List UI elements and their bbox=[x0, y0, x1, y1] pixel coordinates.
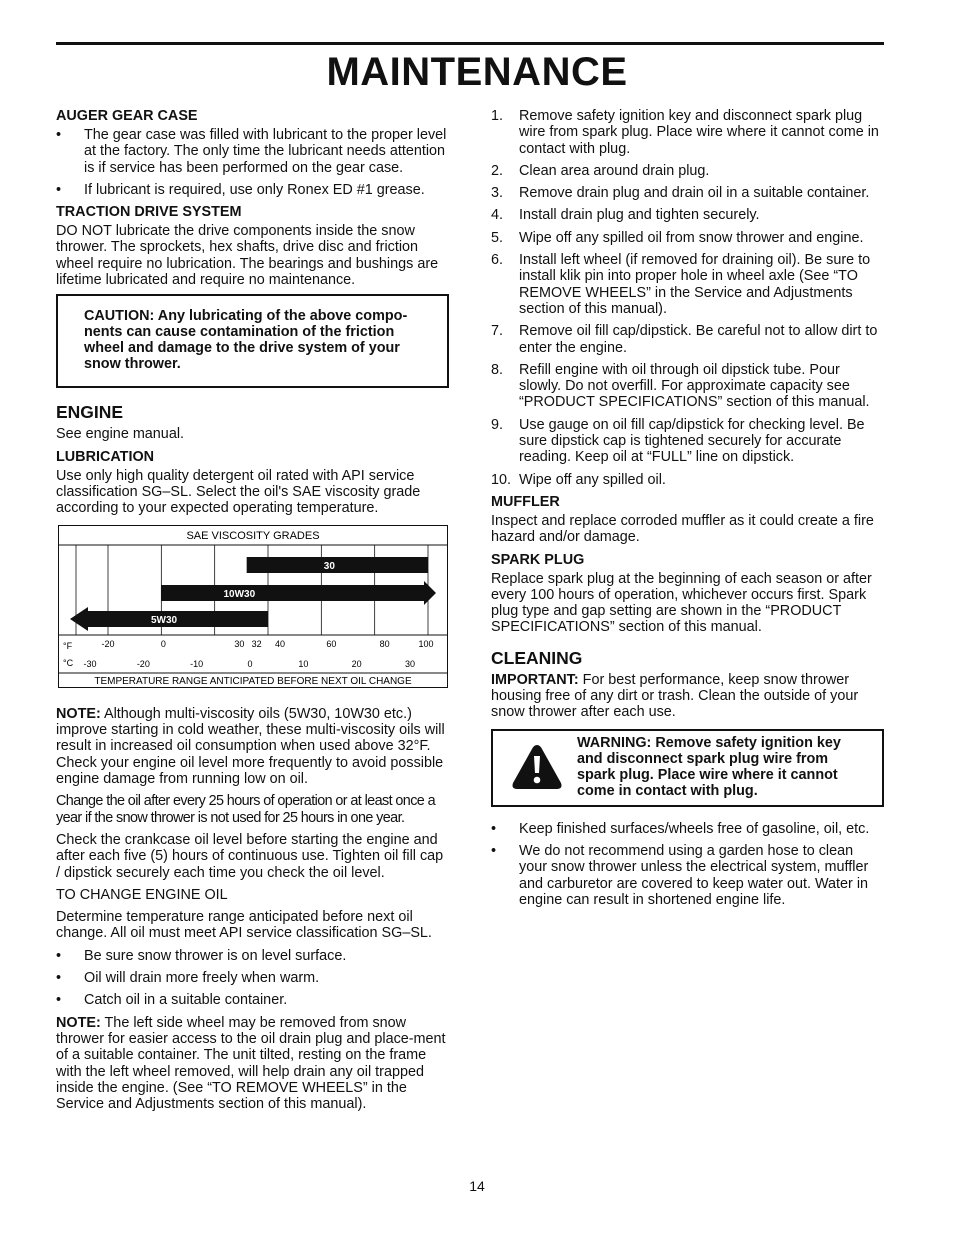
step-item: 8. Refill engine with oil through oil dipstick tube. Pour slowly. Do not overfill. For approximate capacity see “PRODUCT SPECIFICATIONS” section of this manual. bbox=[491, 361, 870, 411]
lubrication-text: Use only high quality detergent oil rated with API service classification SG–SL. Select the oil's SAE viscosity grade according to your expected operating temperature. bbox=[56, 467, 421, 517]
check-text: Check the crankcase oil level before starting the engine and after each five (5) hours of continuous use. Tighten oil fill cap / dipstick securely each time you check the oil level. bbox=[56, 831, 444, 881]
warning-icon bbox=[507, 735, 567, 799]
to-change-heading: TO CHANGE ENGINE OIL bbox=[56, 886, 228, 903]
engine-heading: ENGINE bbox=[56, 402, 124, 423]
list-item: • The gear case was filled with lubricant to the proper level at the factory. The only time the lubricant needs attention is if service has been performed on the gear case. bbox=[56, 127, 447, 176]
right-column bbox=[491, 108, 884, 914]
f-unit-label: °F bbox=[63, 640, 73, 651]
auger-heading: AUGER GEAR CASE bbox=[56, 108, 198, 124]
x-axis-title: TEMPERATURE RANGE ANTICIPATED BEFORE NEXT OIL CHANGE bbox=[94, 675, 412, 687]
c-tick-label: 30 bbox=[404, 658, 416, 669]
step-item: 5. Wipe off any spilled oil from snow thrower and engine. bbox=[491, 229, 864, 246]
list-item: • Oil will drain more freely when warm. bbox=[56, 970, 320, 987]
change-text: Change the oil after every 25 hours of operation or at least once a year if the snow thrower is not used for 25 hours in one year. bbox=[56, 793, 435, 826]
c-tick-label: 0 bbox=[247, 658, 253, 669]
f-tick-label: 30 bbox=[234, 638, 245, 649]
muffler-heading: MUFFLER bbox=[491, 493, 560, 510]
viscosity-chart-svg bbox=[58, 525, 448, 690]
f-tick-label: 100 bbox=[418, 638, 434, 649]
c-tick-label: -20 bbox=[136, 658, 150, 669]
chart-frame bbox=[59, 525, 448, 687]
caution-box bbox=[56, 294, 449, 388]
page-number: 14 bbox=[469, 1178, 485, 1194]
spark-text: Replace spark plug at the beginning of each season or after every 100 hours of operation, whichever occurs first. Spark plug type and gap setting are shown in the “PRODUCT SPECIFICATIONS” section of this manual. bbox=[491, 570, 872, 636]
list-item: • If lubricant is required, use only Ronex ED #1 grease. bbox=[56, 181, 425, 198]
spark-heading: SPARK PLUG bbox=[491, 551, 585, 568]
c-tick-label: -10 bbox=[190, 658, 204, 669]
step-item: 7. Remove oil fill cap/dipstick. Be careful not to allow dirt to enter the engine. bbox=[491, 323, 878, 356]
step-item: 3. Remove drain plug and drain oil in a suitable container. bbox=[491, 185, 870, 202]
determine-text: Determine temperature range anticipated before next oil change. All oil must meet API service classification SG–SL. bbox=[56, 909, 432, 942]
header-rule bbox=[56, 42, 884, 45]
step-item: 2. Clean area around drain plug. bbox=[491, 162, 710, 179]
c-tick-label: 10 bbox=[298, 658, 309, 669]
page-title: MAINTENANCE bbox=[326, 50, 628, 94]
warning-box bbox=[491, 729, 884, 807]
step-item: 10. Wipe off any spilled oil. bbox=[491, 471, 666, 488]
c-unit-label: °C bbox=[63, 657, 74, 668]
c-tick-label: -30 bbox=[83, 658, 97, 669]
cleaning-heading: CLEANING bbox=[491, 647, 583, 668]
list-item: • We do not recommend using a garden hose to clean your snow thrower unless the electrical system, muffler and carburetor are covered to keep water out. Water in engine can result in shortened engine life. bbox=[491, 842, 869, 908]
viscosity-chart bbox=[58, 525, 449, 694]
lubrication-heading: LUBRICATION bbox=[56, 448, 155, 465]
note1: NOTE: Although multi-viscosity oils (5W30, 10W30 etc.) improve starting in cold weather, these multi-viscosity oils will result in increased oil consumption when used above 32°F. Check your engine oil level more frequently to avoid possible engine damage from running low on oil. bbox=[56, 705, 445, 788]
left-column bbox=[56, 108, 449, 1118]
bar-label: 30 bbox=[323, 560, 335, 572]
f-tick-label: 40 bbox=[274, 638, 286, 649]
viscosity-bar-30 bbox=[247, 557, 428, 573]
f-tick-label: -20 bbox=[101, 638, 115, 649]
note2: NOTE: The left side wheel may be removed from snow thrower for easier access to the oil drain plug and place-ment of a suitable container. The unit tilted, resting on the frame with the left wheel removed, will help drain any oil trapped inside the engine. (See “TO REMOVE WHEELS” in the Service and Adjustments section of this manual). bbox=[56, 1014, 446, 1113]
c-tick-label: 20 bbox=[351, 658, 362, 669]
list-item: • Catch oil in a suitable container. bbox=[56, 992, 288, 1009]
warning-text: WARNING: Remove safety ignition key and disconnect spark plug wire from spark plug. Place wire where it cannot come in contact with plug. bbox=[577, 734, 841, 799]
step-item: 1. Remove safety ignition key and disconnect spark plug wire from spark plug. Place wire where it cannot come in contact with plug. bbox=[491, 108, 879, 157]
caution-text: CAUTION: Any lubricating of the above compo-nents can cause contamination of the friction wheel and damage to the drive system of your snow thrower. bbox=[84, 308, 408, 373]
list-item: • Keep finished surfaces/wheels free of gasoline, oil, etc. bbox=[491, 820, 870, 837]
f-tick-label: 60 bbox=[326, 638, 337, 649]
traction-heading: TRACTION DRIVE SYSTEM bbox=[56, 204, 242, 221]
muffler-text: Inspect and replace corroded muffler as it could create a fire hazard and/or damage. bbox=[491, 512, 874, 546]
step-item: 6. Install left wheel (if removed for draining oil). Be sure to install klik pin into proper hole in wheel axle (See “TO REMOVE WHEELS” in the Service and Adjustments section of this manual). bbox=[491, 252, 871, 317]
bar-label: 10W30 bbox=[223, 588, 256, 600]
f-tick-label: 0 bbox=[160, 638, 166, 649]
traction-text: DO NOT lubricate the drive components inside the snow thrower. The sprockets, hex shafts, drive disc and friction wheel require no lubrication. The bearings and bushings are lifetime lubricated and require no maintenance. bbox=[56, 223, 439, 289]
important-text: IMPORTANT: For best performance, keep snow thrower housing free of any dirt or trash. Clean the outside of your snow thrower after each use. bbox=[491, 671, 859, 721]
engine-text: See engine manual. bbox=[56, 426, 185, 443]
f-tick-label: 80 bbox=[379, 638, 390, 649]
list-item: • Be sure snow thrower is on level surface. bbox=[56, 947, 347, 964]
chart-title: SAE VISCOSITY GRADES bbox=[186, 529, 320, 542]
step-item: 9. Use gauge on oil fill cap/dipstick for checking level. Be sure dipstick cap is tightened securely for accurate reading. Keep oil at “FULL” line on dipstick. bbox=[491, 416, 865, 466]
bar-label: 5W30 bbox=[150, 614, 178, 626]
step-item: 4. Install drain plug and tighten securely. bbox=[491, 207, 760, 224]
f-tick-label: 32 bbox=[251, 638, 262, 649]
